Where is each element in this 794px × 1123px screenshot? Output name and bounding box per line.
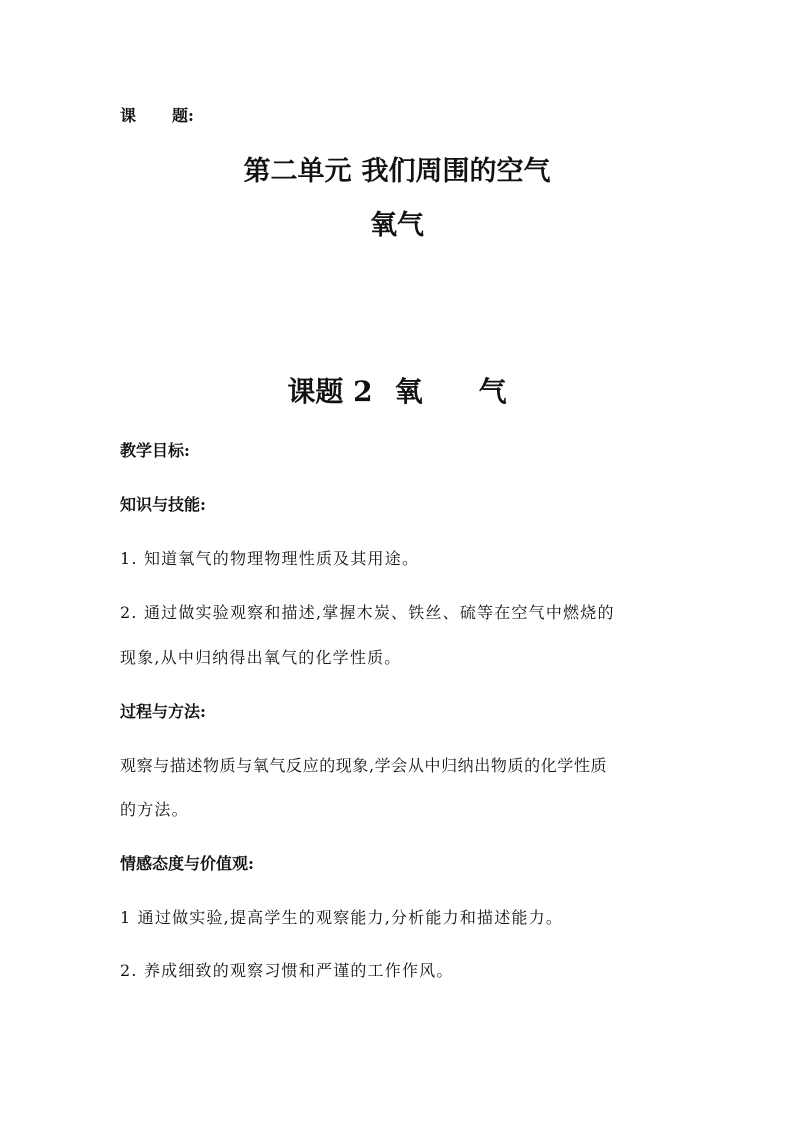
knowledge-item-line: 2. 通过做实验观察和描述,掌握木炭、铁丝、硫等在空气中燃烧的 (120, 603, 615, 622)
process-line: 的方法。 (120, 800, 189, 819)
objectives-heading: 教学目标: (120, 441, 190, 460)
attitude-heading: 情感态度与价值观: (120, 854, 254, 873)
unit-subtitle: 氧气 (370, 210, 424, 241)
unit-number: 第二单元 (243, 156, 352, 187)
attitude-item: 1 通过做实验,提高学生的观察能力,分析能力和描述能力。 (120, 908, 564, 927)
subject-label-char: 题: (172, 106, 194, 125)
process-line: 观察与描述物质与氧气反应的现象,学会从中归纳出物质的化学性质 (120, 756, 608, 775)
lesson-number: 课题 2 (287, 375, 373, 408)
process-heading: 过程与方法: (120, 702, 206, 721)
attitude-item: 2. 养成细致的观察习惯和严谨的工作作风。 (120, 961, 454, 980)
subject-label-char: 课 (120, 106, 137, 125)
lesson-title (0, 375, 794, 408)
unit-name: 我们周围的空气 (361, 156, 551, 187)
lesson-name-char: 气 (478, 375, 507, 408)
unit-title (0, 158, 794, 185)
knowledge-item-line: 现象,从中归纳得出氧气的化学性质。 (120, 648, 402, 667)
knowledge-item: 1. 知道氧气的物理物理性质及其用途。 (120, 549, 420, 568)
knowledge-heading: 知识与技能: (120, 495, 206, 514)
lesson-name-char: 氧 (394, 375, 423, 408)
subject-label (120, 108, 194, 124)
